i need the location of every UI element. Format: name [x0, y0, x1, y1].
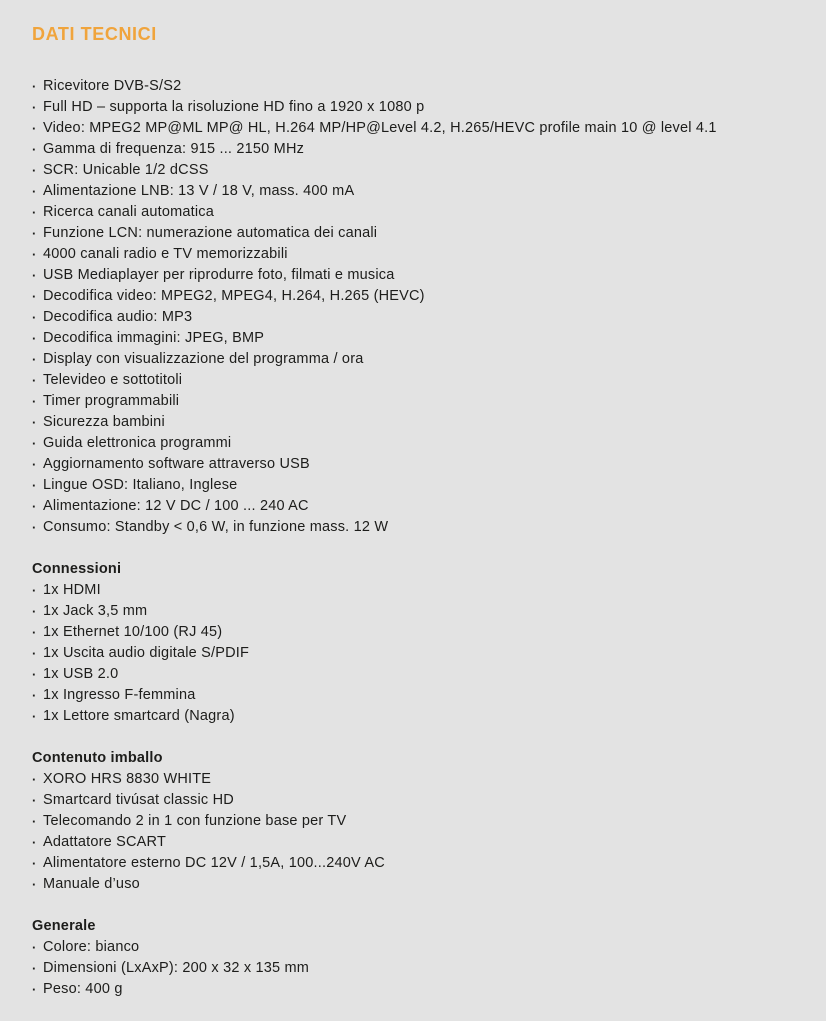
spec-item: · 1x USB 2.0 — [32, 664, 794, 685]
spec-item: · Decodifica immagini: JPEG, BMP — [32, 328, 794, 349]
spec-item: · SCR: Unicable 1/2 dCSS — [32, 160, 794, 181]
section-generale — [32, 916, 794, 1000]
spec-item: · Timer programmabili — [32, 391, 794, 412]
section-specifiche — [32, 76, 794, 538]
spec-item: · Televideo e sottotitoli — [32, 370, 794, 391]
spec-item: · Colore: bianco — [32, 937, 794, 958]
spec-item: · Display con visualizzazione del programma / ora — [32, 349, 794, 370]
spec-item: · Alimentazione: 12 V DC / 100 ... 240 AC — [32, 496, 794, 517]
spec-item: · 1x Lettore smartcard (Nagra) — [32, 706, 794, 727]
spec-item: · Sicurezza bambini — [32, 412, 794, 433]
section-connessioni — [32, 559, 794, 727]
spec-item: · XORO HRS 8830 WHITE — [32, 769, 794, 790]
section-heading-contenuto-imballo: Contenuto imballo — [32, 750, 163, 766]
spec-item: · Consumo: Standby < 0,6 W, in funzione mass. 12 W — [32, 517, 794, 538]
spec-item: · 1x HDMI — [32, 580, 794, 601]
spec-item: · USB Mediaplayer per riprodurre foto, filmati e musica — [32, 265, 794, 286]
spec-item: · Manuale d’uso — [32, 874, 794, 895]
spec-item: · Adattatore SCART — [32, 832, 794, 853]
section-contenuto-imballo — [32, 748, 794, 895]
page-title: DATI TECNICI — [32, 24, 157, 44]
spec-list — [32, 76, 794, 538]
spec-item: · Alimentazione LNB: 13 V / 18 V, mass. 400 mA — [32, 181, 794, 202]
spec-item: · Guida elettronica programmi — [32, 433, 794, 454]
spec-list — [32, 769, 794, 895]
spec-item: · Dimensioni (LxAxP): 200 x 32 x 135 mm — [32, 958, 794, 979]
spec-item: · 1x Jack 3,5 mm — [32, 601, 794, 622]
spec-item: · 1x Ethernet 10/100 (RJ 45) — [32, 622, 794, 643]
spec-item: · Ricerca canali automatica — [32, 202, 794, 223]
spec-item: · Ricevitore DVB-S/S2 — [32, 76, 794, 97]
spec-list — [32, 937, 794, 1000]
spec-item: · Alimentatore esterno DC 12V / 1,5A, 100...240V AC — [32, 853, 794, 874]
spec-item: · Smartcard tivúsat classic HD — [32, 790, 794, 811]
spec-item: · Decodifica audio: MP3 — [32, 307, 794, 328]
spec-item: · Telecomando 2 in 1 con funzione base per TV — [32, 811, 794, 832]
spec-item: · Video: MPEG2 MP@ML MP@ HL, H.264 MP/HP@Level 4.2, H.265/HEVC profile main 10 @ level 4.1 — [32, 118, 794, 139]
spec-item: · Funzione LCN: numerazione automatica dei canali — [32, 223, 794, 244]
spec-item: · Full HD – supporta la risoluzione HD fino a 1920 x 1080 p — [32, 97, 794, 118]
spec-item: · Gamma di frequenza: 915 ... 2150 MHz — [32, 139, 794, 160]
section-heading-generale: Generale — [32, 918, 96, 934]
spec-item: · Lingue OSD: Italiano, Inglese — [32, 475, 794, 496]
section-heading-connessioni: Connessioni — [32, 561, 122, 577]
spec-item: · Decodifica video: MPEG2, MPEG4, H.264, H.265 (HEVC) — [32, 286, 794, 307]
spec-item: · Peso: 400 g — [32, 979, 794, 1000]
spec-item: · 1x Uscita audio digitale S/PDIF — [32, 643, 794, 664]
spec-item: · Aggiornamento software attraverso USB — [32, 454, 794, 475]
spec-list — [32, 580, 794, 727]
spec-item: · 1x Ingresso F-femmina — [32, 685, 794, 706]
spec-item: · 4000 canali radio e TV memorizzabili — [32, 244, 794, 265]
